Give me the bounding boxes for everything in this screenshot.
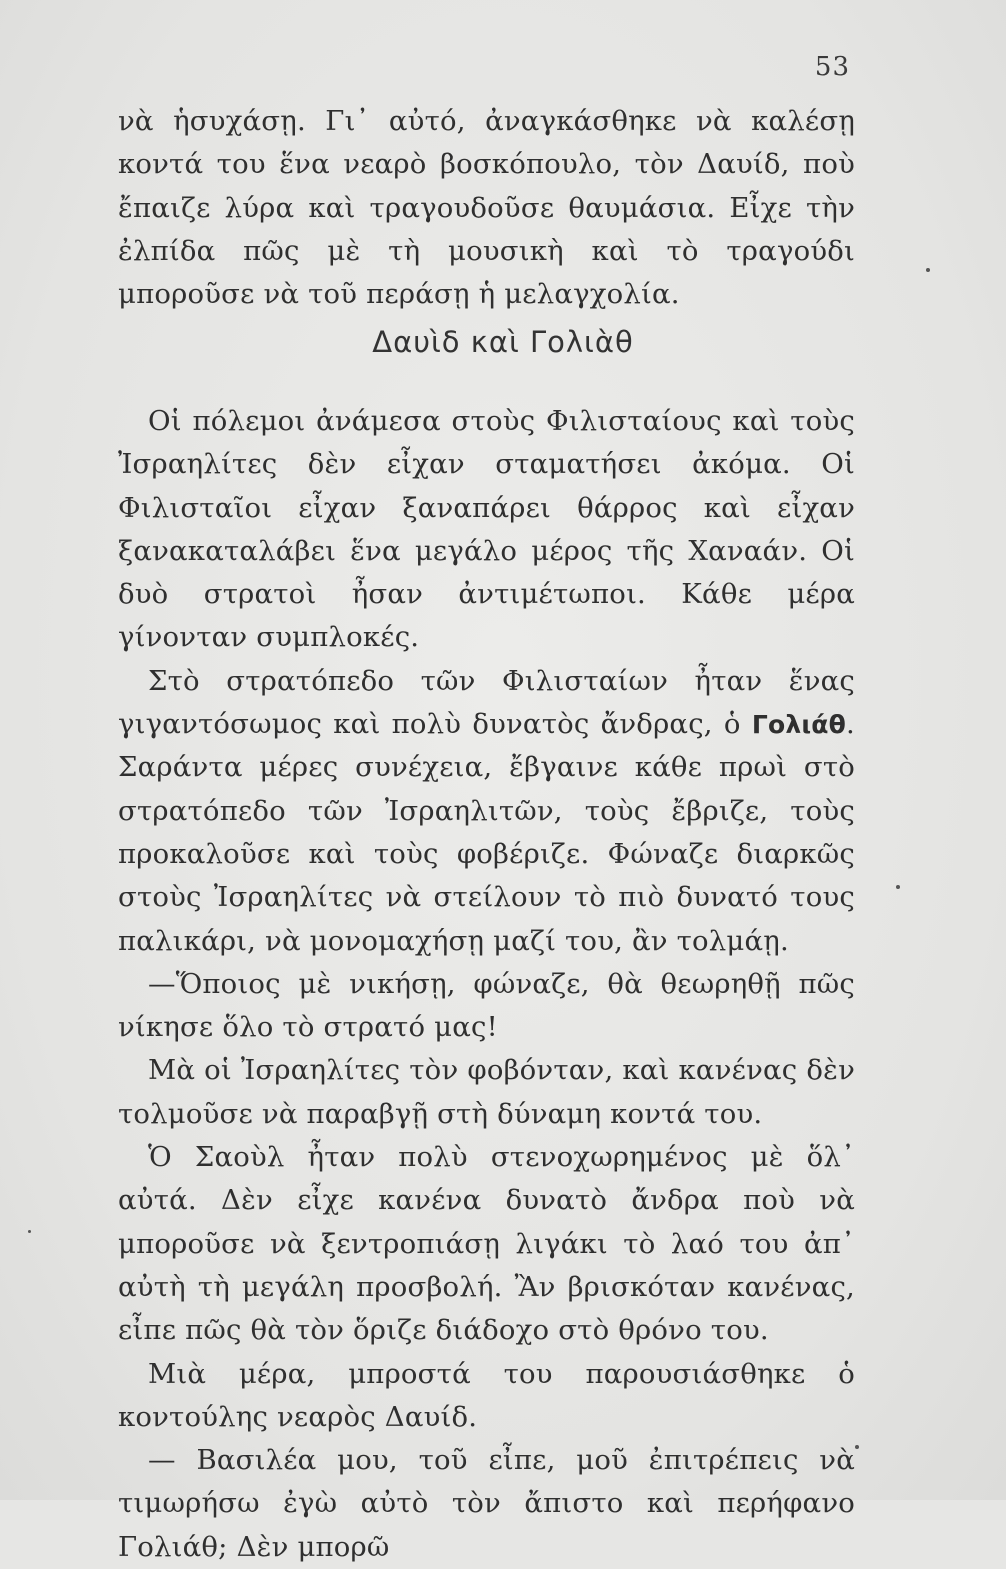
paper-speck <box>926 268 930 272</box>
section-heading: Δαυὶδ καὶ Γολιὰθ <box>372 325 634 359</box>
top-text-block <box>118 100 855 316</box>
paragraph-4: Μὰ οἱ Ἰσραηλίτες τὸν φοβόνταν, καὶ κανένας δὲν τολμοῦσε νὰ παραβγῇ στὴ δύναμη κοντά του. <box>118 1054 855 1130</box>
paper-speck <box>855 1445 859 1449</box>
paragraph-7: — Βασιλέα μου, τοῦ εἶπε, μοῦ ἐπιτρέπεις νὰ τιμωρήσω ἐγὼ αὐτὸ τὸν ἄπιστο καὶ περήφανο Γολιάθ; Δὲν μπορῶ <box>118 1444 855 1563</box>
top-paragraph: νὰ ἡσυχάσῃ. Γι᾽ αὐτό, ἀναγκάσθηκε νὰ καλέσῃ κοντά του ἕνα νεαρὸ βοσκόπουλο, τὸν Δαυίδ, ποὺ ἔπαιζε λύρα καὶ τραγουδοῦσε θαυμάσια. Εἶχε τὴν ἐλπίδα πῶς μὲ τὴ μουσικὴ καὶ τὸ τραγούδι μποροῦσε νὰ τοῦ περάσῃ ἡ μελαγχολία. <box>118 105 855 311</box>
goliath-name: Γολιάθ <box>751 710 847 740</box>
paragraph-2 <box>118 660 855 963</box>
main-text-block <box>118 400 855 1569</box>
paper-speck <box>896 885 900 889</box>
paragraph-5: Ὁ Σαοὺλ ἦταν πολὺ στενοχωρημένος μὲ ὅλ᾽ αὐτά. Δὲν εἶχε κανένα δυνατὸ ἄνδρα ποὺ νὰ μποροῦσε νὰ ξεντροπιάσῃ λιγάκι τὸ λαό του ἀπ᾽ αὐτὴ τὴ μεγάλη προσβολή. Ἂν βρισκόταν κανένας, εἶπε πῶς θὰ τὸν ὅριζε διάδοχο στὸ θρόνο του. <box>118 1141 855 1347</box>
paragraph-2-start: Στὸ στρατόπεδο τῶν Φιλισταίων ἦταν ἕνας γιγαντόσωμος καὶ πολὺ δυνατὸς ἄνδρας, ὁ <box>118 664 855 741</box>
page-number: 53 <box>814 52 850 82</box>
paper-speck <box>28 1230 31 1233</box>
paragraph-3: —Ὅποιος μὲ νικήσῃ, φώναζε, θὰ θεωρηθῇ πῶς νίκησε ὅλο τὸ στρατό μας! <box>118 967 855 1044</box>
paragraph-1: Οἱ πόλεμοι ἀνάμεσα στοὺς Φιλισταίους καὶ τοὺς Ἰσραηλίτες δὲν εἶχαν σταματήσει ἀκόμα. Οἱ Φιλισταῖοι εἶχαν ξαναπάρει θάρρος καὶ εἶχαν ξανακαταλάβει ἕνα μεγάλο μέρος τῆς Χαναάν. Οἱ δυὸ στρατοὶ ἦσαν ἀντιμέτωποι. Κάθε μέρα γίνονταν συμπλοκές. <box>118 405 855 654</box>
paragraph-2-end: . Σαράντα μέρες συνέχεια, ἔβγαινε κάθε πρωὶ στὸ στρατόπεδο τῶν Ἰσραηλιτῶν, τοὺς ἔβριζε, τοὺς προκαλοῦσε καὶ τοὺς φοβέριζε. Φώναζε διαρκῶς στοὺς Ἰσραηλίτες νὰ στείλουν τὸ πιὸ δυνατό τους παλικάρι, νὰ μονομαχήσῃ μαζί του, ἂν τολμάῃ. <box>118 708 855 957</box>
paragraph-6: Μιὰ μέρα, μπροστά του παρουσιάσθηκε ὁ κοντούλης νεαρὸς Δαυίδ. <box>118 1357 855 1433</box>
